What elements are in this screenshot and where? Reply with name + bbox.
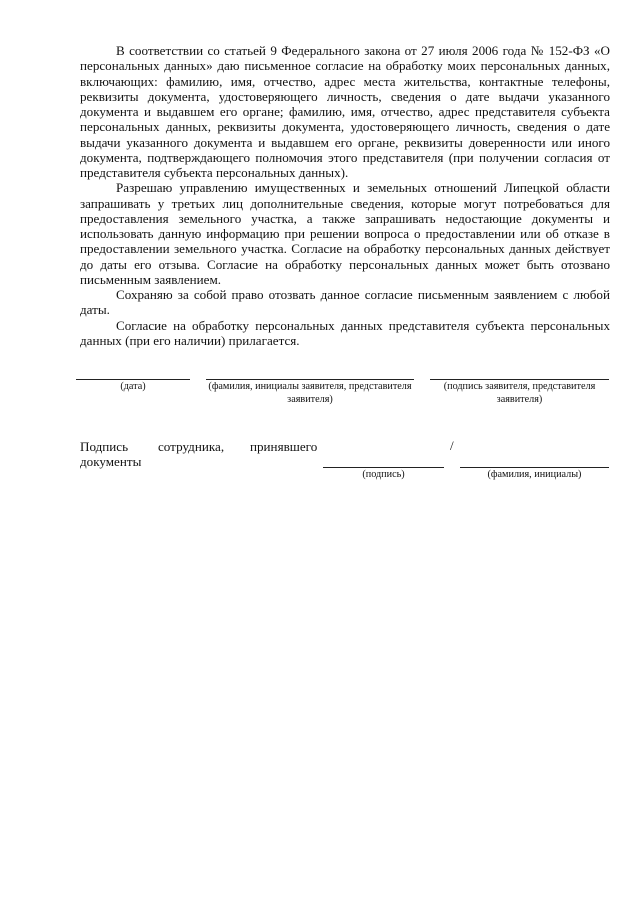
paragraph-legal-basis: В соответствии со статьей 9 Федерального закона от 27 июля 2006 года № 152-ФЗ «О персональных данных» даю письменное согласие на обработку моих персональных данных, включающих: фамилию, имя, отчество, адрес места жительства, контактные телефоны, реквизиты документа, удостоверяющего личность, сведения о дате выдачи указанного документа и выдавшем его органе; фамилию, имя, отчество, адрес представителя субъекта персональных данных, реквизиты документа, удостоверяющего личность, сведения о дате выдачи указанного документа и выдавшем его органе, реквизиты доверенности или иного документа, подтверждающего полномочия этого представителя (при получении согласия от представителя субъекта персональных данных). <box>80 43 610 180</box>
staff-signature-caption: (подпись) <box>362 469 405 480</box>
consent-text <box>80 43 610 348</box>
staff-signature-line <box>323 467 444 468</box>
name-caption: (фамилия, инициалы заявителя, представителя заявителя) <box>208 381 412 405</box>
signature-line <box>430 379 609 380</box>
staff-name-line <box>460 467 609 468</box>
signature-caption: (подпись заявителя, представителя заявителя) <box>443 381 596 405</box>
date-caption: (дата) <box>120 381 146 392</box>
staff-separator: / <box>450 438 454 453</box>
date-line <box>76 379 190 380</box>
paragraph-permission: Разрешаю управлению имущественных и земельных отношений Липецкой области запрашивать у третьих лиц дополнительные сведения, которые могут потребоваться для предоставления земельного участка, а также запрашивать недостающие документы и использовать данную информацию при решении вопроса о предоставлении или об отказе в предоставлении земельного участка. Согласие на обработку персональных данных действует до даты его отзыва. Согласие на обработку персональных данных может быть отозвано письменным заявлением. <box>80 180 610 287</box>
staff-label-documents: документы <box>80 454 142 469</box>
paragraph-revocation-right: Сохраняю за собой право отозвать данное согласие письменным заявлением с любой даты. <box>80 287 610 318</box>
paragraph-representative-consent: Согласие на обработку персональных данных представителя субъекта персональных данных (при его наличии) прилагается. <box>80 317 610 348</box>
staff-label-accepted: принявшего <box>250 439 318 454</box>
staff-label-employee: сотрудника, <box>158 439 225 454</box>
staff-label-signature: Подпись <box>80 439 129 454</box>
staff-name-caption: (фамилия, инициалы) <box>487 469 582 480</box>
name-line <box>206 379 414 380</box>
